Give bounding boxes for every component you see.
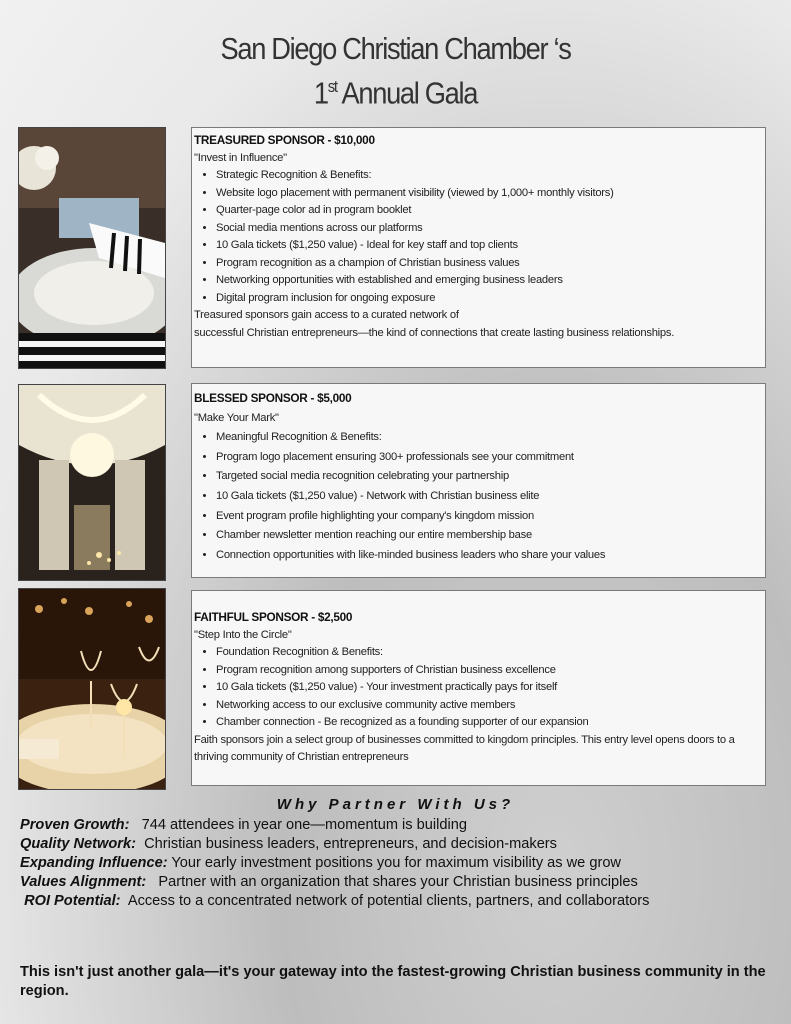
blessed-sponsor-benefits bbox=[194, 428, 765, 565]
list-item: • Event program profile highlighting your company's kingdom mission bbox=[216, 507, 765, 527]
list-item: • Strategic Recognition & Benefits: bbox=[216, 167, 765, 185]
list-item: • Meaningful Recognition & Benefits: bbox=[216, 428, 765, 448]
page-title bbox=[47, 30, 743, 112]
list-item: • 10 Gala tickets ($1,250 value) - Your investment practically pays for itself bbox=[216, 679, 765, 697]
list-item: • 10 Gala tickets ($1,250 value) - Network with Christian business elite bbox=[216, 487, 765, 507]
candle-glasses-photo bbox=[18, 588, 166, 790]
treasured-sponsor-tagline: "Invest in Influence" bbox=[194, 151, 287, 164]
why-partner-points bbox=[20, 816, 780, 911]
list-item: • 10 Gala tickets ($1,250 value) - Ideal for key staff and top clients bbox=[216, 237, 765, 255]
title-ordinal: 1 bbox=[313, 75, 328, 111]
lights-canopy-image bbox=[19, 385, 165, 580]
point-text: 744 attendees in year one—momentum is building bbox=[129, 817, 467, 833]
table-setting-photo bbox=[18, 127, 166, 369]
faithful-sponsor-heading: FAITHFUL SPONSOR - $2,500 bbox=[194, 610, 353, 624]
list-item: • Networking access to our exclusive community active members bbox=[216, 697, 765, 715]
treasured-sponsor-footer-1: Treasured sponsors gain access to a curated network of bbox=[194, 309, 459, 321]
point-text: Partner with an organization that shares your Christian business principles bbox=[146, 874, 638, 890]
closing-statement: This isn't just another gala—it's your gateway into the fastest-growing Christian business community in the region. bbox=[20, 964, 766, 999]
point-text: Christian business leaders, entrepreneurs, and decision-makers bbox=[135, 836, 557, 852]
point-text: Access to a concentrated network of potential clients, partners, and collaborators bbox=[120, 893, 650, 909]
point-values-alignment bbox=[20, 873, 780, 892]
list-item: • Quarter-page color ad in program booklet bbox=[216, 202, 765, 220]
blessed-sponsor-tagline: "Make Your Mark" bbox=[194, 411, 279, 424]
list-item: • Website logo placement with permanent visibility (viewed by 1,000+ monthly visitors) bbox=[216, 185, 765, 203]
list-item: • Social media mentions across our platforms bbox=[216, 220, 765, 238]
why-partner-heading: Why Partner With Us? bbox=[276, 796, 515, 813]
point-label: Proven Growth: bbox=[20, 817, 130, 833]
list-item: • Program logo placement ensuring 300+ professionals see your commitment bbox=[216, 448, 765, 468]
point-label: ROI Potential: bbox=[20, 893, 121, 909]
list-item: • Program recognition among supporters of Christian business excellence bbox=[216, 662, 765, 680]
point-quality-network bbox=[20, 835, 780, 854]
faithful-sponsor-footer: Faith sponsors join a select group of businesses committed to kingdom principles. This entry level opens doors to a thriving community of Christian entrepreneurs bbox=[194, 733, 735, 763]
treasured-sponsor-box bbox=[191, 127, 766, 368]
point-label: Expanding Influence: bbox=[20, 855, 168, 871]
title-line-2-text: Annual Gala bbox=[336, 75, 478, 111]
list-item: • Targeted social media recognition celebrating your partnership bbox=[216, 467, 765, 487]
list-item: • Foundation Recognition & Benefits: bbox=[216, 644, 765, 662]
lights-canopy-photo bbox=[18, 384, 166, 581]
faithful-sponsor-tagline: "Step Into the Circle" bbox=[194, 628, 292, 641]
point-expanding-influence bbox=[20, 854, 780, 873]
list-item: • Networking opportunities with established and emerging business leaders bbox=[216, 272, 765, 290]
list-item: • Digital program inclusion for ongoing exposure bbox=[216, 290, 765, 308]
treasured-sponsor-benefits bbox=[194, 167, 765, 307]
point-roi-potential bbox=[20, 892, 780, 911]
list-item: • Chamber newsletter mention reaching our entire membership base bbox=[216, 526, 765, 546]
list-item: • Connection opportunities with like-minded business leaders who share your values bbox=[216, 546, 765, 566]
point-label: Values Alignment: bbox=[20, 874, 147, 890]
treasured-sponsor-heading: TREASURED SPONSOR - $10,000 bbox=[194, 133, 375, 147]
point-label: Quality Network: bbox=[20, 836, 136, 852]
list-item: • Chamber connection - Be recognized as a founding supporter of our expansion bbox=[216, 714, 765, 732]
title-ordinal-suffix: st bbox=[327, 77, 337, 96]
point-proven-growth bbox=[20, 816, 780, 835]
table-setting-image bbox=[19, 128, 165, 368]
blessed-sponsor-heading: BLESSED SPONSOR - $5,000 bbox=[194, 391, 352, 405]
title-line-2 bbox=[47, 68, 743, 112]
point-text: Your early investment positions you for maximum visibility as we grow bbox=[167, 855, 621, 871]
faithful-sponsor-benefits bbox=[194, 644, 765, 732]
list-item: • Program recognition as a champion of Christian business values bbox=[216, 255, 765, 273]
title-line-1: San Diego Christian Chamber ‘s bbox=[220, 31, 571, 66]
candle-glasses-image bbox=[19, 589, 165, 789]
treasured-sponsor-footer-2: successful Christian entrepreneurs—the kind of connections that create lasting business relationships. bbox=[194, 326, 675, 339]
blessed-sponsor-box bbox=[191, 383, 766, 578]
faithful-sponsor-box bbox=[191, 590, 766, 786]
